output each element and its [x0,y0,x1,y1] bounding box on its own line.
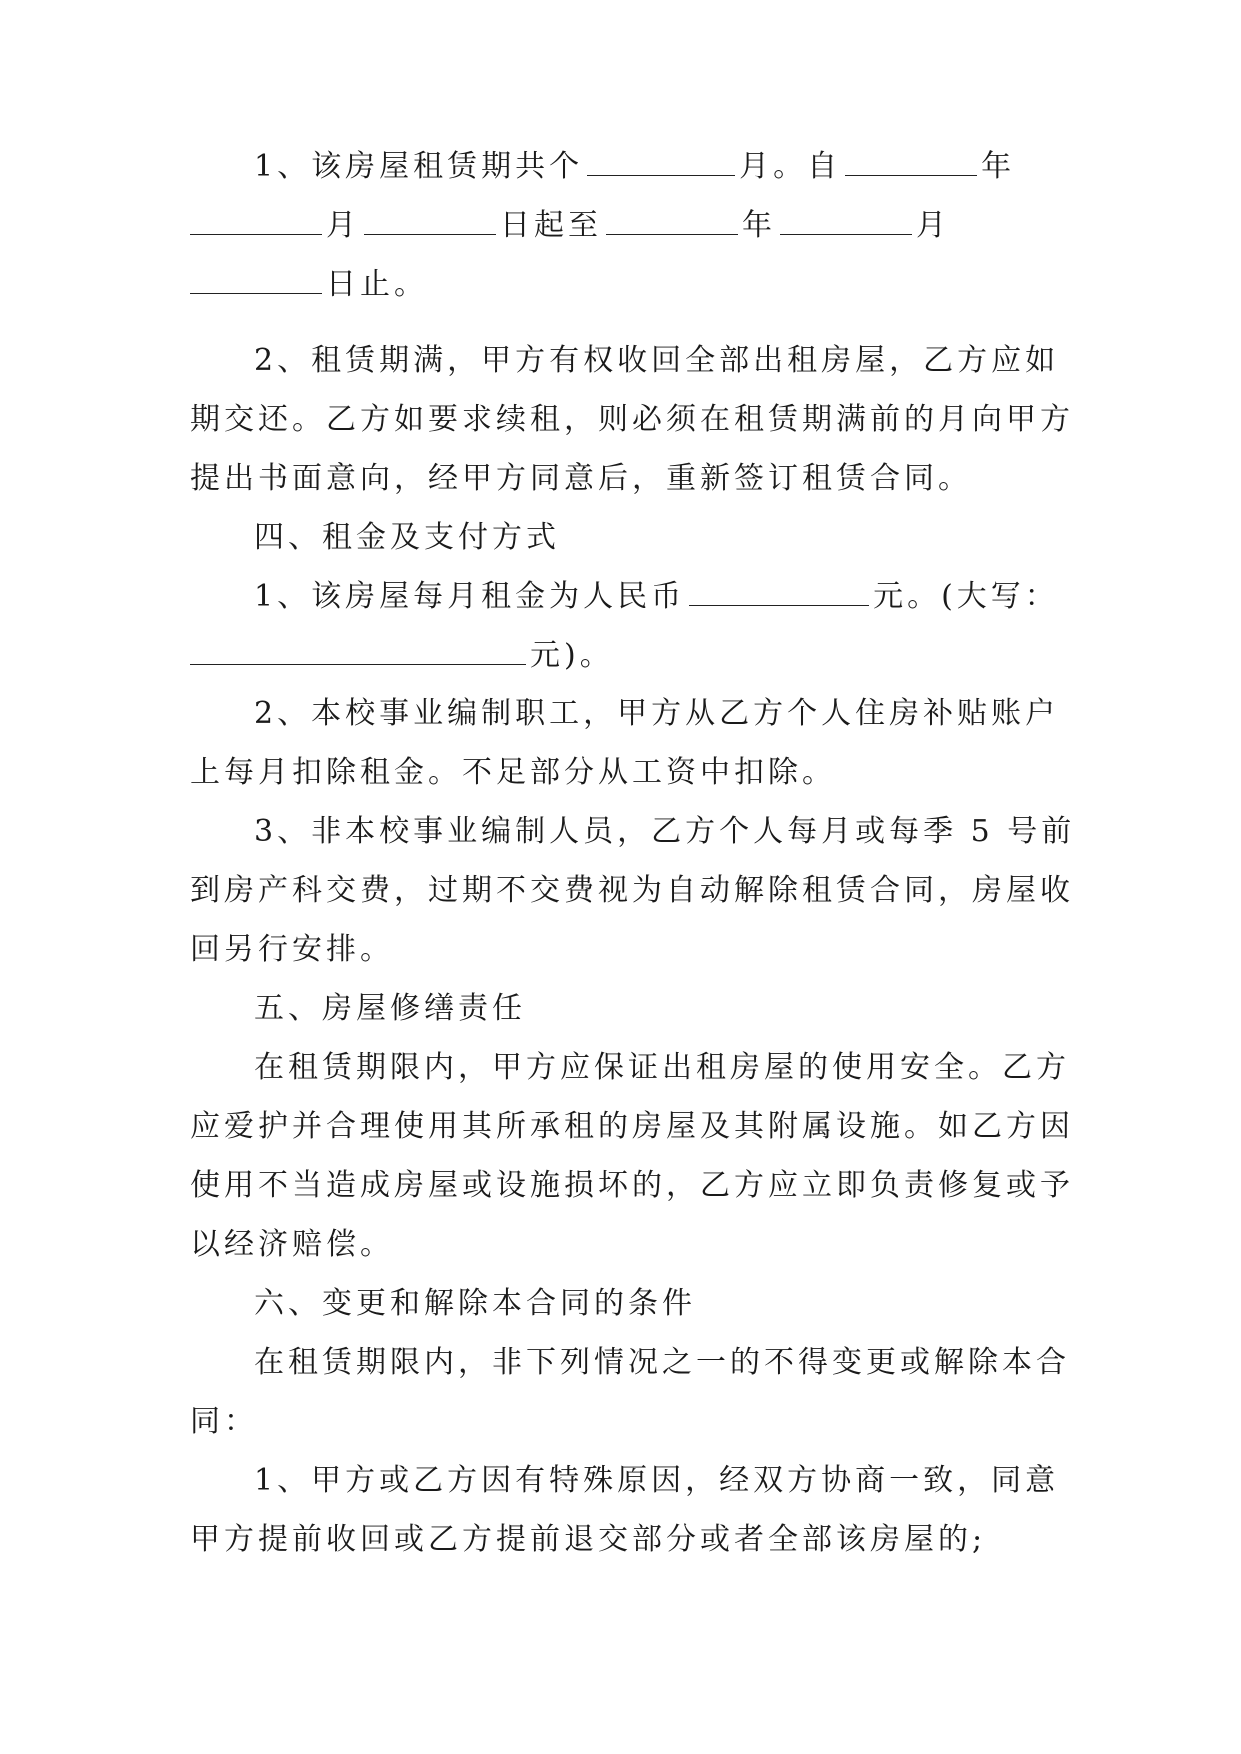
start-year-blank[interactable] [845,141,977,176]
lease-period-text-1: 1、该房屋租赁期共个 [254,149,584,184]
monthly-rent-text-2: 元。(大写： [873,579,1059,614]
non-staff-payment-line-1: 3、非本校事业编制人员，乙方个人每月或每季 5 号前 [254,814,1076,849]
lease-period-line-3 [190,255,1050,314]
lease-period-text-6: 年 [742,208,776,243]
lease-period-text-5: 日起至 [500,208,602,243]
termination-condition-1-paragraph [190,1451,1060,1569]
repair-section-heading-block [190,979,1050,1038]
repair-responsibility-line-3: 使用不当造成房屋或设施损坏的，乙方应立即负责修复或予 [190,1168,1074,1203]
repair-section-heading: 五、房屋修缮责任 [254,991,526,1026]
staff-rent-deduction-paragraph [190,684,1060,802]
monthly-rent-text-3: 元)。 [530,638,614,673]
monthly-rent-paragraph [190,567,1059,685]
monthly-rent-line-2 [190,626,1050,685]
lease-period-text-8: 日止。 [326,267,428,302]
start-month-blank[interactable] [190,200,322,235]
end-month-blank[interactable] [780,200,912,235]
non-staff-payment-line-3: 回另行安排。 [190,932,394,967]
end-day-blank[interactable] [190,259,322,294]
start-day-blank[interactable] [364,200,496,235]
staff-rent-deduction-line-1: 2、本校事业编制职工，甲方从乙方个人住房补贴账户 [254,696,1060,731]
repair-responsibility-line-1: 在租赁期限内，甲方应保证出租房屋的使用安全。乙方 [254,1050,1070,1085]
rent-amount-capital-blank[interactable] [190,630,526,665]
termination-condition-1-line-1: 1、甲方或乙方因有特殊原因，经双方协商一致，同意 [254,1463,1060,1498]
lease-period-line-1 [190,137,1050,196]
repair-responsibility-line-4: 以经济赔偿。 [190,1227,394,1262]
termination-intro-line-2: 同： [190,1404,258,1439]
termination-intro-paragraph [190,1333,1070,1451]
lease-renewal-line-3: 提出书面意向，经甲方同意后，重新签订租赁合同。 [190,461,972,496]
end-year-blank[interactable] [606,200,738,235]
termination-intro-line-1: 在租赁期限内，非下列情况之一的不得变更或解除本合 [254,1345,1070,1380]
rent-section-heading-block [190,508,1050,567]
lease-period-line-2 [190,196,1050,255]
lease-period-text-4: 月 [326,208,360,243]
termination-condition-1-line-2: 甲方提前收回或乙方提前退交部分或者全部该房屋的; [190,1522,987,1557]
staff-rent-deduction-line-2: 上每月扣除租金。不足部分从工资中扣除。 [190,755,836,790]
repair-responsibility-paragraph [190,1038,1074,1274]
lease-period-text-7: 月 [916,208,950,243]
lease-renewal-line-1: 2、租赁期满，甲方有权收回全部出租房屋，乙方应如 [254,343,1060,378]
monthly-rent-text-1: 1、该房屋每月租金为人民币 [254,579,686,614]
lease-months-blank[interactable] [587,141,735,176]
rent-section-heading: 四、租金及支付方式 [254,520,560,555]
rent-amount-blank[interactable] [689,571,869,606]
termination-section-heading: 六、变更和解除本合同的条件 [254,1286,696,1321]
repair-responsibility-line-2: 应爱护并合理使用其所承租的房屋及其附属设施。如乙方因 [190,1109,1074,1144]
lease-period-paragraph [190,137,1050,314]
termination-section-heading-block [190,1274,1050,1333]
lease-renewal-line-2: 期交还。乙方如要求续租，则必须在租赁期满前的月向甲方 [190,402,1074,437]
non-staff-payment-line-2: 到房产科交费，过期不交费视为自动解除租赁合同，房屋收 [190,873,1074,908]
non-staff-payment-paragraph [190,802,1076,979]
monthly-rent-line-1 [190,567,1059,626]
lease-period-text-2: 月。自 [739,149,842,184]
lease-period-text-3: 年 [981,149,1016,184]
lease-renewal-paragraph [190,331,1074,508]
